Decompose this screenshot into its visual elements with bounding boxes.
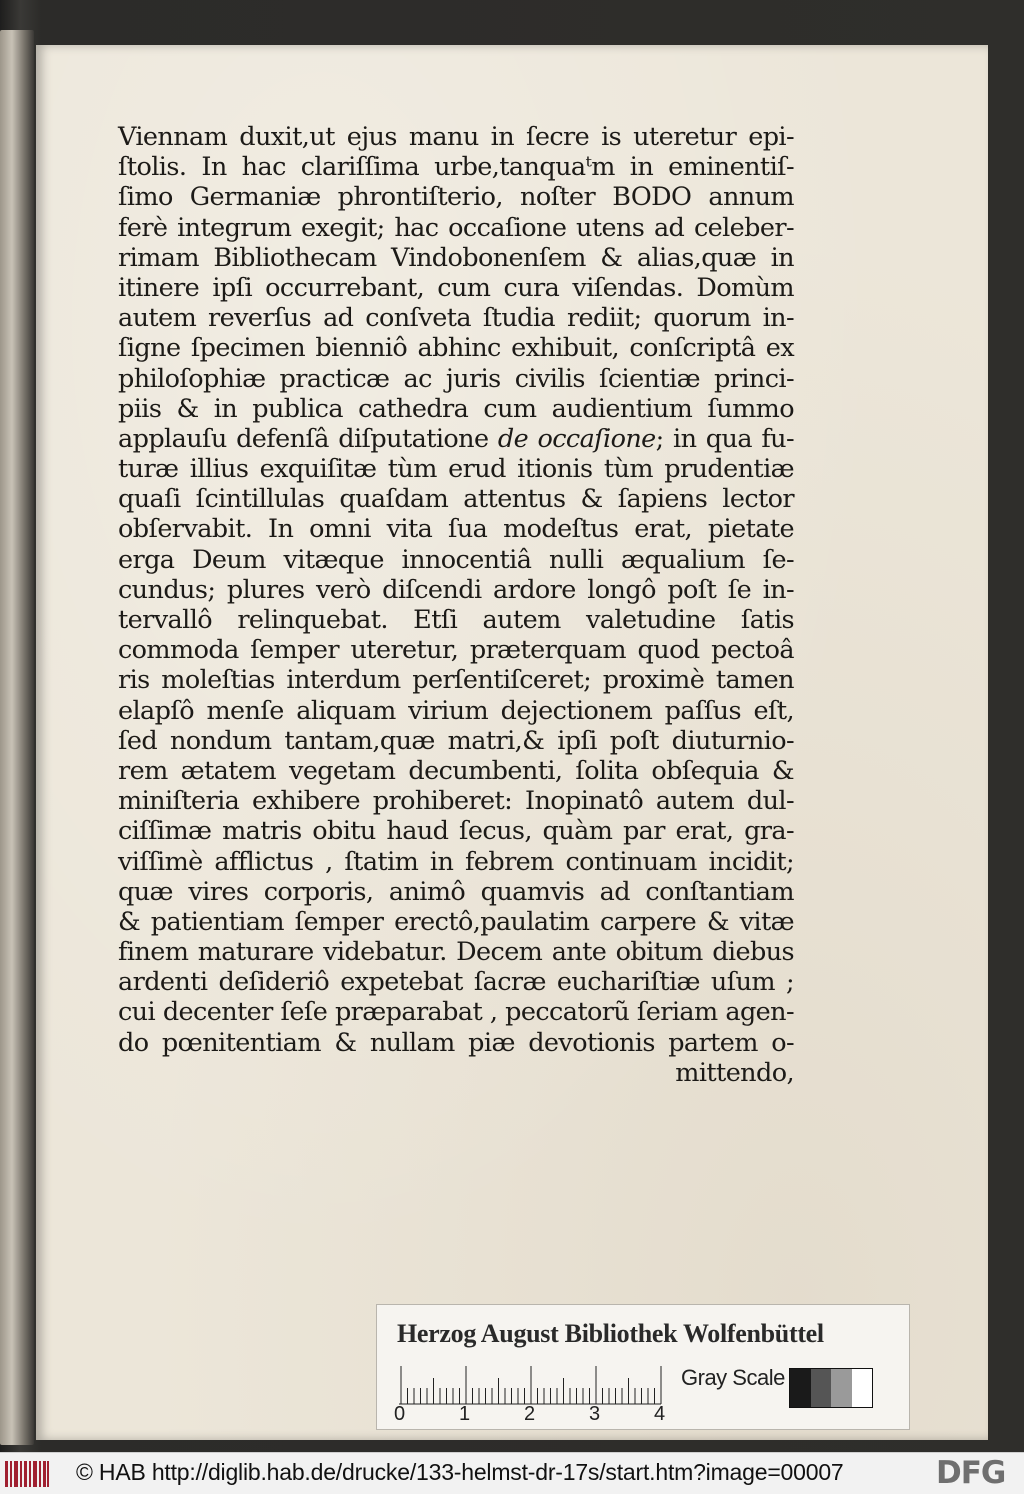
text-line: itinere ipſi occurrebant, cum cura viſendas. Domùm [118,272,794,303]
text-line: rem ætatem vegetam decumbenti, ſolita obſequia & [118,755,794,786]
text-line: viſſimè afflictus , ſtatim in febrem continuam incidit; [118,846,794,877]
text-line: tervallô relinquebat. Etſi autem valetudine ſatis [118,605,794,635]
ruler-number: 3 [589,1403,601,1425]
footer-url[interactable]: © HAB http://diglib.hab.de/drucke/133-helmst-dr-17s/start.htm?image=00007 [76,1459,844,1485]
text-line: do pœnitentiam & nullam piæ devotionis partem o- [118,1027,794,1058]
gray-scale-chart [789,1368,873,1408]
text-line: piis & in publica cathedra cum audientium ſummo [118,393,794,424]
library-title: Herzog August Bibliothek Wolfenbüttel [397,1319,824,1348]
text-line: ſed nondum tantam,quæ matri,& ipſi poſt diuturnio- [118,725,794,756]
text-line: ferè integrum exegit; hac occaſione utens ad celeber- [118,212,794,243]
text-line: erga Deum vitæque innocentiâ nulli æqualium ſe- [118,544,794,575]
text-line: philoſophiæ practicæ ac juris civilis ſcientiæ princi- [118,363,794,394]
text-line: & patientiam ſemper erectô,paulatim carpere & vitæ [118,906,794,937]
gray-swatch [811,1369,832,1407]
gray-swatch [831,1369,852,1407]
text-line: quæ vires corporis, animô quamvis ad conſtantiam [118,876,794,907]
text-line: ſtolis. In hac clariſſima urbe,tanquaᵗm in eminentiſ- [118,152,794,183]
text-line: ſigne ſpecimen bienniô abhinc exhibuit, conſcriptâ ex [118,333,794,364]
text-line: turæ illius exquiſitæ tùm erud itionis tùm prudentiæ [118,454,794,485]
dfg-logo: DFG [932,1455,1024,1491]
page-text [118,122,794,1088]
text-line: cundus; plures verò diſcendi ardore longô poſt ſe in- [118,574,794,605]
gray-scale-label: Gray Scale [681,1365,785,1390]
ruler-number: 0 [394,1403,406,1425]
catchword: mittendo, [675,1057,794,1088]
ruler-number: 2 [524,1403,536,1425]
text-line: Viennam duxit,ut ejus manu in ſecre is uteretur epi- [118,122,794,152]
italic-title: de occaſione [497,423,656,454]
text-line: ardenti deſideriô expetebat ſacræ euchariſtiæ uſum ; [118,967,794,998]
ruler-number: 4 [654,1403,666,1425]
text-line: finem maturare videbatur. Decem ante obitum diebus [118,937,794,968]
footer-bar [0,1452,1024,1494]
text-line: autem reverſus ad conſveta ſtudia rediit; quorum in- [118,303,794,334]
previous-page-edge [0,30,34,1445]
gray-swatch [790,1369,811,1407]
text-line: commoda ſemper uteretur, præterquam quod pectoâ [118,635,794,666]
text-line: ciſſimæ matris obitu haud ſecus, quàm par erat, gra- [118,816,794,847]
text-line: miniſteria exhibere prohiberet: Inopinatô autem dul- [118,786,794,817]
text-line: quaſi ſcintillulas quaſdam attentus & ſapiens lector [118,484,794,515]
ruler-number: 1 [459,1403,471,1425]
text-run: ; in qua fu- [655,423,794,454]
ruler-scale [399,1365,665,1405]
text-line: rimam Bibliothecam Vindobonenſem & alias,quæ in [118,242,794,273]
text-run: applauſu defenſâ diſputatione [118,423,498,454]
text-line: obſervabit. In omni vita ſua modeſtus erat, pietate [118,514,794,545]
barcode-icon [4,1459,50,1489]
text-line: ſimo Germaniæ phrontiſterio, noſter BODO annum [118,182,794,213]
library-label [376,1304,910,1430]
text-line: cui decenter ſeſe præparabat , peccatorũ ſeriam agen- [118,997,794,1028]
text-line: elapſô menſe aliquam virium dejectionem paſſus eſt, [118,695,794,726]
text-line: ris moleſtias interdum perſentiſceret; proximè tamen [118,665,794,696]
gray-swatch [852,1369,873,1407]
text-line [118,424,794,454]
